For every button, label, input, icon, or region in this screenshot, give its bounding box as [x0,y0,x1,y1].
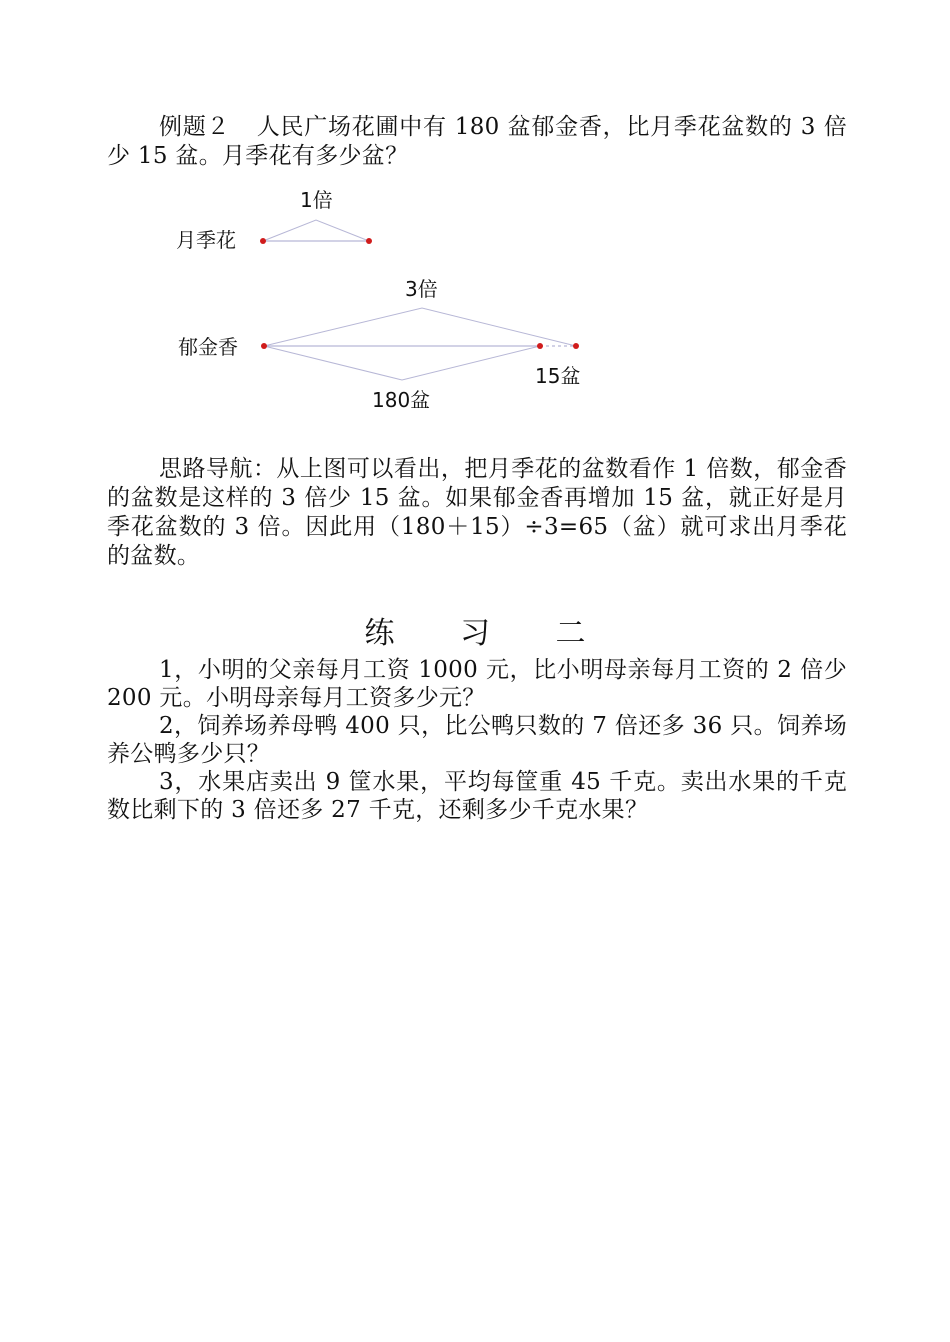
exercise-item: 2，饲养场养母鸭 400 只，比公鸭只数的 7 倍还多 36 只。饲养场养公鸭多少只？ [107,713,847,767]
exercise-title: 练 习 二 [364,616,614,651]
rose-start-dot [260,238,266,244]
rose-end-dot [366,238,372,244]
tulip-label: 郁金香 [178,335,238,359]
rose-multiplier-label: 1倍 [300,188,333,212]
line-segment-diagram [160,180,620,420]
rose-brace [263,220,369,241]
shortfall-end-dot [573,343,579,349]
exercise-list [107,656,847,824]
tulip-start-dot [261,343,267,349]
rose-label: 月季花 [176,228,236,252]
exercise-item: 1，小明的父亲每月工资 1000 元，比小明母亲每月工资的 2 倍少 200 元。小明母亲每月工资多少元？ [107,657,847,711]
tulip-end-dot [537,343,543,349]
solution-hint: 思路导航：从上图可以看出，把月季花的盆数看作 1 倍数，郁金香的盆数是这样的 3 倍少 15 盆。如果郁金香再增加 15 盆，就正好是月季花盆数的 3 倍。因此用（180＋15）÷3=65（盆）就可求出月季花的盆数。 [107,456,847,569]
exercise-item: 3，水果店卖出 9 筐水果，平均每筐重 45 千克。卖出水果的千克数比剩下的 3 倍还多 27 千克，还剩多少千克水果？ [107,769,847,823]
tulip-multiplier-label: 3倍 [405,277,438,301]
tulip-top-brace [264,308,576,346]
tulip-bottom-brace [264,346,540,380]
example-text: 人民广场花圃中有 180 盆郁金香，比月季花盆数的 3 倍少 15 盆。月季花有多少盆？ [107,114,848,169]
example-problem [107,113,847,171]
tulip-count-label: 180盆 [372,388,431,412]
shortfall-label: 15盆 [535,364,581,388]
example-label: 例题２ [159,114,231,140]
